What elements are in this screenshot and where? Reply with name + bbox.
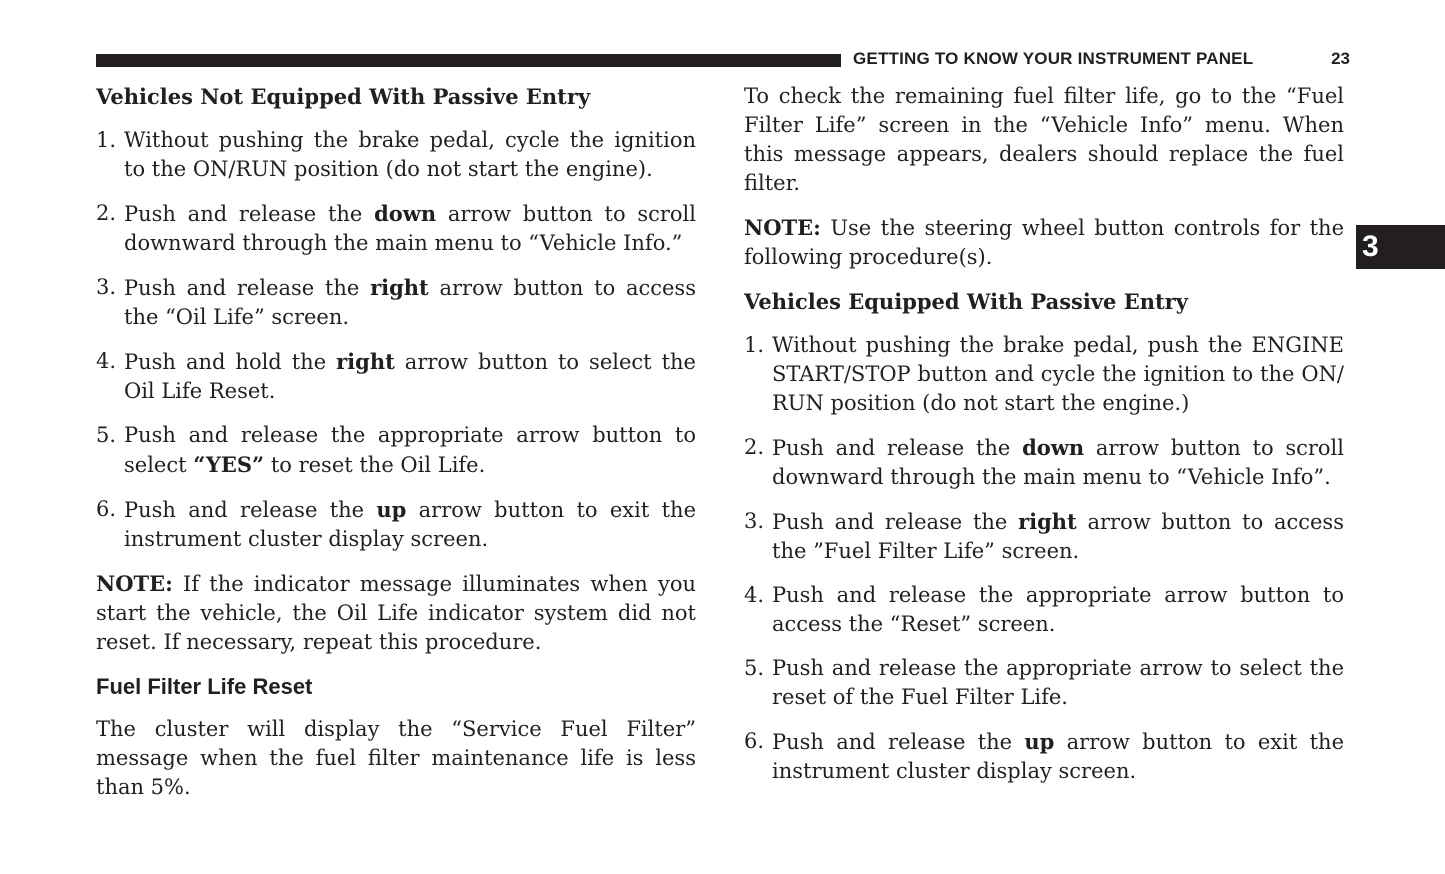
step-text-run: Push and release the [772, 730, 1025, 754]
step-text-run: arrow button to exit the instrument cluster display screen. [772, 730, 1344, 783]
steps-list-passive-entry [744, 331, 1344, 786]
running-header-title: GETTING TO KNOW YOUR INSTRUMENT PANEL [853, 49, 1254, 68]
left-column [96, 82, 696, 817]
step-text [772, 433, 1344, 492]
section-heading-fuel-filter-reset: Fuel Filter Life Reset [96, 674, 313, 699]
step-number: 3. [744, 509, 765, 533]
fuel-filter-intro-paragraph: To check the remaining fuel filter life, go to the “Fuel Filter Life” screen in the “Vehicle Info” menu. When this message appears, dealers should replace the fuel filter. [744, 84, 1344, 195]
list-item [744, 654, 1344, 712]
note-text: If the indicator message illuminates when you start the vehicle, the Oil Life indicator system did not reset. If necessary, repeat this procedure. [96, 572, 696, 654]
step-text-run: arrow button to scroll downward through the main menu to “Vehicle Info.” [124, 202, 696, 255]
step-text [124, 347, 696, 406]
section-heading-passive-entry: Vehicles Equipped With Passive Entry [744, 289, 1188, 314]
step-text-run: Push and release the [772, 510, 1019, 534]
chapter-tab: 3 [1356, 225, 1445, 269]
step-text-run: Without pushing the brake pedal, cycle the ignition to the ON/RUN position (do not start the engine). [124, 128, 696, 181]
list-item [744, 331, 1344, 418]
list-item [744, 581, 1344, 639]
step-text-run: Push and release the appropriate arrow button to select [124, 423, 696, 477]
step-number: 2. [744, 435, 765, 459]
step-text [772, 331, 1344, 418]
step-text-run: Push and release the [124, 202, 375, 226]
step-number: 3. [96, 275, 117, 299]
step-number: 2. [96, 201, 117, 225]
step-number: 5. [744, 656, 765, 680]
header-rule [96, 54, 841, 67]
note-label: NOTE: [744, 215, 821, 240]
step-number: 4. [744, 583, 765, 607]
list-item [96, 273, 696, 332]
step-text-run: arrow button to access the “Oil Life” screen. [124, 276, 696, 329]
steps-list-no-passive-entry [96, 126, 696, 554]
step-text-run: Push and release the appropriate arrow button to access the “Reset” screen. [772, 583, 1344, 636]
step-number: 1. [744, 333, 765, 357]
step-number: 6. [744, 729, 765, 753]
list-item [96, 495, 696, 554]
steering-wheel-note [744, 213, 1344, 272]
step-text-run: Push and release the [124, 276, 371, 300]
section-heading-no-passive-entry: Vehicles Not Equipped With Passive Entry [96, 84, 591, 109]
step-text [772, 654, 1344, 712]
list-item [96, 126, 696, 184]
note-text: Use the steering wheel button controls for the following procedure(s). [744, 216, 1344, 269]
step-text-run: arrow button to exit the instrument cluster display screen. [124, 498, 696, 551]
step-text-run: arrow button to scroll downward through the main menu to “Vehicle Info”. [772, 436, 1344, 489]
step-number: 4. [96, 349, 117, 373]
step-emphasis: up [1024, 729, 1055, 754]
step-text-run: Push and release the [124, 498, 377, 522]
step-text [124, 126, 696, 184]
list-item [744, 433, 1344, 492]
step-text-run: to reset the Oil Life. [264, 453, 486, 477]
list-item [96, 421, 696, 480]
step-text-run: arrow button to access the ”Fuel Filter Life” screen. [772, 510, 1344, 563]
step-emphasis: up [376, 497, 407, 522]
step-emphasis: right [1018, 509, 1077, 534]
fuel-filter-paragraph: The cluster will display the “Service Fuel Filter” message when the fuel filter maintenance life is less than 5%. [96, 717, 696, 799]
list-item [744, 507, 1344, 566]
oil-life-note [96, 569, 696, 657]
step-emphasis: right [336, 349, 395, 374]
step-text [772, 581, 1344, 639]
right-column [744, 82, 1344, 801]
step-text [772, 727, 1344, 786]
step-text-run: arrow button to select the Oil Life Reset. [124, 350, 696, 403]
step-text-run: Push and release the appropriate arrow to select the reset of the Fuel Filter Life. [772, 656, 1344, 709]
list-item [96, 199, 696, 258]
step-emphasis: down [1022, 435, 1085, 460]
step-number: 1. [96, 128, 117, 152]
step-text-run: Without pushing the brake pedal, push the ENGINE START/STOP button and cycle the ignition to the ON/ RUN position (do not start the engine.) [772, 333, 1344, 415]
page-number: 23 [1331, 49, 1350, 68]
step-text [772, 507, 1344, 566]
step-emphasis: “YES” [193, 452, 265, 477]
step-text-run: Push and hold the [124, 350, 337, 374]
note-label: NOTE: [96, 571, 173, 596]
step-number: 5. [96, 423, 117, 447]
step-number: 6. [96, 497, 117, 521]
list-item [96, 347, 696, 406]
step-emphasis: right [370, 275, 429, 300]
step-text [124, 421, 696, 480]
step-text [124, 199, 696, 258]
step-emphasis: down [374, 201, 437, 226]
step-text [124, 495, 696, 554]
step-text [124, 273, 696, 332]
list-item [744, 727, 1344, 786]
step-text-run: Push and release the [772, 436, 1023, 460]
